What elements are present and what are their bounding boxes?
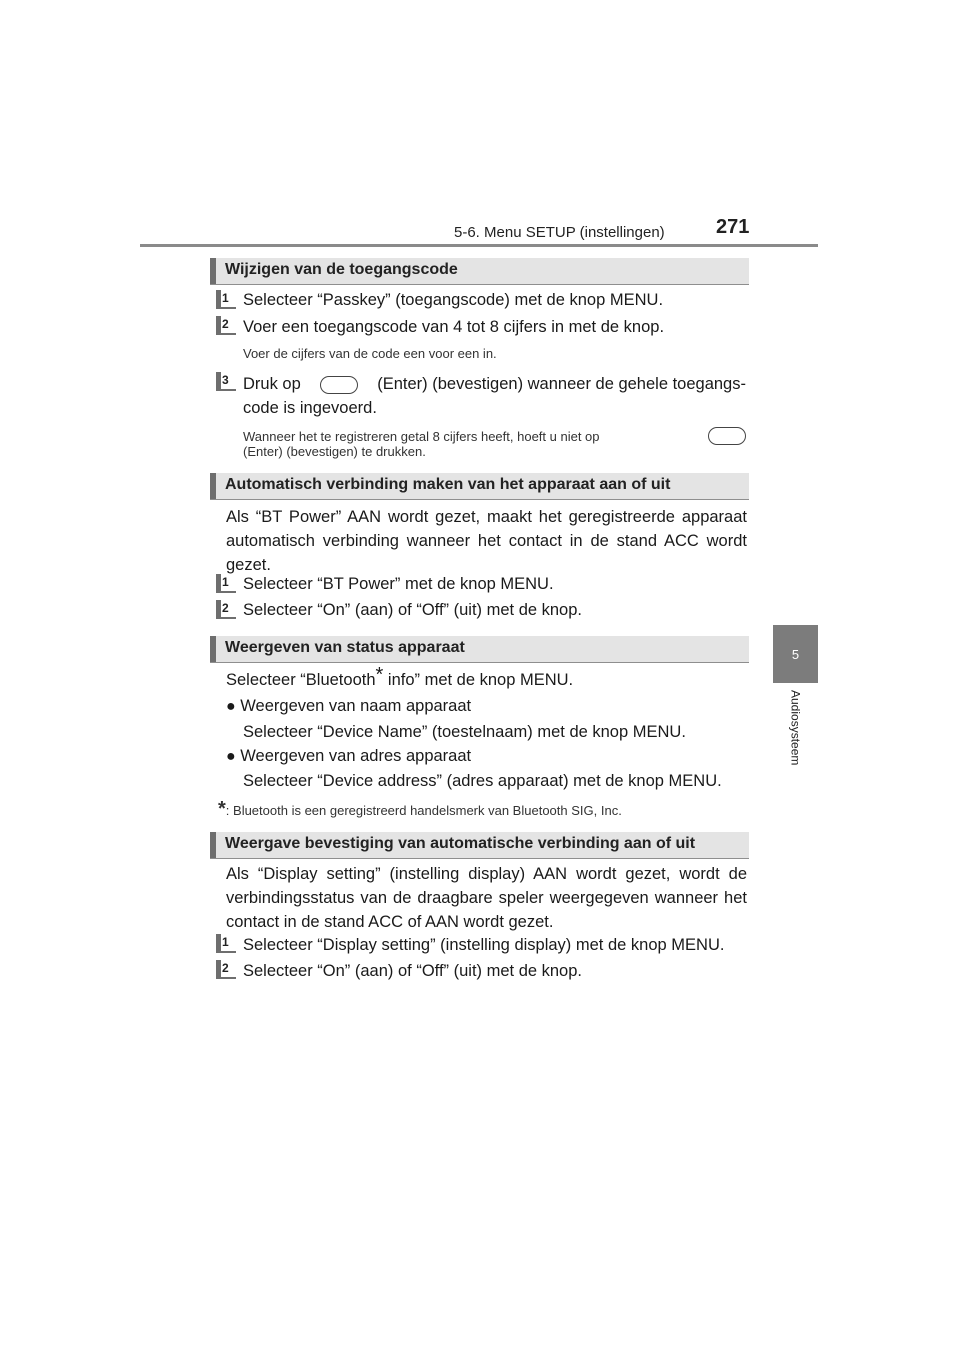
step-badge-1 — [216, 934, 236, 953]
bullet-icon: ● — [226, 748, 236, 765]
section-title: Weergeven van status apparaat — [225, 639, 465, 656]
step-text: Selecteer “BT Power” met de knop MENU. — [243, 575, 554, 593]
step-number: 3 — [222, 373, 229, 387]
bullet-icon: ● — [226, 698, 236, 715]
bullet-detail: Selecteer “Device address” (adres apparaat) met de knop MENU. — [243, 772, 722, 790]
footnote-mark: * — [218, 798, 226, 820]
step-number: 2 — [222, 961, 229, 975]
step-number: 2 — [222, 601, 229, 615]
page-number: 271 — [716, 216, 750, 238]
step-number: 2 — [222, 317, 229, 331]
footnote-mark: * — [375, 663, 384, 686]
chapter-label — [773, 690, 818, 810]
section-marker — [210, 473, 216, 499]
bullet-text: Weergeven van adres apparaat — [240, 747, 472, 765]
step-badge-3 — [216, 372, 236, 391]
step-text-line — [243, 375, 746, 394]
section-heading-device-status — [210, 636, 749, 663]
step-badge-1 — [216, 574, 236, 593]
step-text: Selecteer “Display setting” (instelling display) met de knop MENU. — [243, 936, 725, 954]
paragraph: Als “BT Power” AAN wordt gezet, maakt het geregistreerde apparaat automatisch verbinding wanneer het contact in de stand ACC wordt gezet. — [226, 508, 747, 574]
step-note: Wanneer het te registreren getal 8 cijfers heeft, hoeft u niet op — [243, 428, 600, 444]
section-heading-display-confirm — [210, 832, 749, 859]
step-number: 1 — [222, 575, 229, 589]
section-marker — [210, 832, 216, 858]
step-number: 1 — [222, 291, 229, 305]
paragraph-text: Selecteer “Bluetooth — [226, 671, 376, 689]
section-title: Wijzigen van de toegangscode — [225, 261, 458, 278]
bullet-text: Weergeven van naam apparaat — [240, 697, 472, 715]
step-text: code is ingevoerd. — [243, 399, 377, 417]
section-heading-auto-connect — [210, 473, 749, 500]
footnote — [218, 798, 622, 821]
step-text: Selecteer “Passkey” (toegangscode) met de knop MENU. — [243, 291, 664, 309]
step-text: Druk op — [243, 375, 301, 393]
step-text: Voer een toegangscode van 4 tot 8 cijfers in met de knop. — [243, 318, 665, 336]
step-badge-2 — [216, 316, 236, 335]
bullet-detail: Selecteer “Device Name” (toestelnaam) met de knop MENU. — [243, 723, 686, 741]
enter-button-icon — [708, 427, 746, 445]
section-title: Automatisch verbinding maken van het apparaat aan of uit — [225, 476, 671, 493]
section-marker — [210, 258, 216, 284]
running-header: 5-6. Menu SETUP (instellingen) — [454, 224, 665, 241]
section-heading-passcode — [210, 258, 749, 285]
step-badge-2 — [216, 600, 236, 619]
step-note: Voer de cijfers van de code een voor een in. — [243, 346, 497, 361]
step-number: 1 — [222, 935, 229, 949]
step-text: (Enter) (bevestigen) wanneer de gehele toegangs- — [377, 375, 746, 393]
step-badge-1 — [216, 290, 236, 309]
paragraph: Als “Display setting” (instelling display) AAN wordt gezet, wordt de verbindingsstatus van de draagbare speler weergegeven wanneer het contact in de stand ACC of AAN wordt gezet. — [226, 865, 747, 931]
bullet-item — [226, 747, 471, 766]
chapter-label-text: Audiosysteem — [788, 690, 803, 766]
enter-button-icon — [320, 376, 358, 394]
section-marker — [210, 636, 216, 662]
bullet-item — [226, 697, 471, 716]
step-badge-2 — [216, 960, 236, 979]
section-title: Weergave bevestiging van automatische verbinding aan of uit — [225, 835, 696, 852]
chapter-tab: 5 — [773, 625, 818, 683]
step-text: Selecteer “On” (aan) of “Off” (uit) met de knop. — [243, 601, 582, 619]
paragraph — [226, 663, 574, 690]
step-note-line — [243, 427, 746, 445]
step-note: (Enter) (bevestigen) te drukken. — [243, 444, 426, 459]
paragraph-text: info” met de knop MENU. — [383, 671, 574, 689]
step-text: Selecteer “On” (aan) of “Off” (uit) met de knop. — [243, 962, 582, 980]
header-divider — [140, 244, 818, 247]
footnote-text: : Bluetooth is een geregistreerd handelsmerk van Bluetooth SIG, Inc. — [225, 803, 622, 818]
